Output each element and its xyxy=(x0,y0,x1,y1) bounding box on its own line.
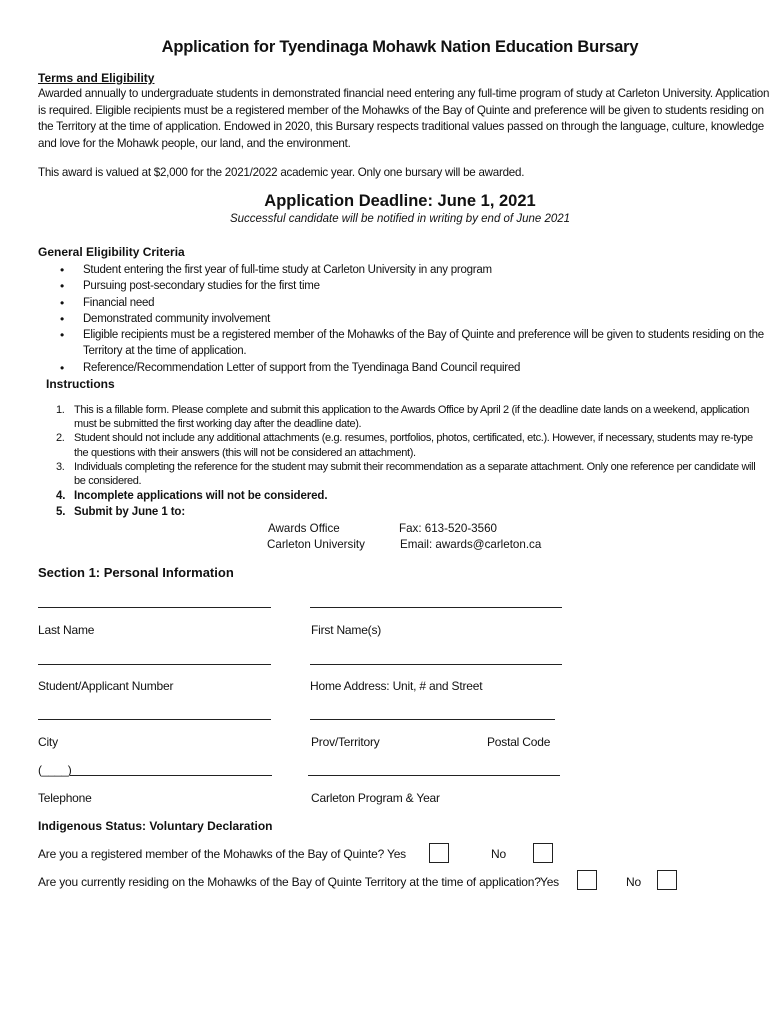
list-item: • Demonstrated community involvement xyxy=(60,311,770,327)
list-item: 5. Submit by June 1 to: xyxy=(56,506,186,519)
home-address-label: Home Address: Unit, # and Street xyxy=(310,679,483,693)
registered-yes-checkbox[interactable] xyxy=(429,843,449,863)
program-label: Carleton Program & Year xyxy=(311,791,440,805)
list-item: 3. Individuals completing the reference for the student may submit their recommendation as a separate attachment. Only one reference per candidate will be considered. xyxy=(56,460,756,488)
list-item: • Student entering the first year of full-time study at Carleton University in any program xyxy=(60,262,770,278)
indigenous-heading: Indigenous Status: Voluntary Declaration xyxy=(38,819,273,833)
terms-line: and love for the Mohawk people, our land, and the environment. xyxy=(38,136,351,150)
prov-label: Prov/Territory xyxy=(311,735,380,749)
deadline-heading: Application Deadline: June 1, 2021 xyxy=(264,192,536,210)
last-name-field[interactable] xyxy=(38,607,271,608)
criteria-heading: General Eligibility Criteria xyxy=(38,245,185,259)
telephone-field[interactable] xyxy=(70,775,272,776)
student-number-field[interactable] xyxy=(38,664,271,665)
list-item: 4. Incomplete applications will not be considered. xyxy=(56,490,328,503)
awards-office: Awards Office xyxy=(268,522,340,535)
terms-line: is required. Eligible recipients must be a registered member of the Mohawks of the Bay of Quinte and preference will be given to students residing on xyxy=(38,103,764,117)
question-residing: Are you currently residing on the Mohawks of the Bay of Quinte Territory at the time of application? xyxy=(38,875,541,889)
city-label: City xyxy=(38,735,58,749)
contact-email: Email: awards@carleton.ca xyxy=(400,538,542,551)
form-title: Application for Tyendinaga Mohawk Nation Education Bursary xyxy=(161,38,639,56)
program-field[interactable] xyxy=(308,775,560,776)
notification-note: Successful candidate will be notified in writing by end of June 2021 xyxy=(229,213,571,225)
terms-heading: Terms and Eligibility xyxy=(38,71,155,85)
criteria-list xyxy=(60,262,770,376)
city-field[interactable] xyxy=(38,719,271,720)
registered-no-checkbox[interactable] xyxy=(533,843,553,863)
telephone-label: Telephone xyxy=(38,791,92,805)
yes-label: Yes xyxy=(540,875,559,889)
postal-code-label: Postal Code xyxy=(487,735,551,749)
list-item: • Reference/Recommendation Letter of support from the Tyendinaga Band Council required xyxy=(60,360,770,376)
instructions-list xyxy=(56,403,756,520)
student-number-label: Student/Applicant Number xyxy=(38,679,174,693)
first-name-field[interactable] xyxy=(310,607,562,608)
list-item: • Eligible recipients must be a registered member of the Mohawks of the Bay of Quinte and preference will be given to students residing on the Territory at the time of application. xyxy=(60,327,770,360)
terms-line: the Territory at the time of application. Endowed in 2020, this Bursary respects traditional values passed on through the language, culture, knowledge xyxy=(38,120,764,133)
question-registered-member: Are you a registered member of the Mohawks of the Bay of Quinte? xyxy=(38,847,385,861)
award-value-note: This award is valued at $2,000 for the 2021/2022 academic year. Only one bursary will be awarded. xyxy=(38,166,525,179)
last-name-label: Last Name xyxy=(38,623,95,637)
home-address-field[interactable] xyxy=(310,664,562,665)
phone-area-code: (____) xyxy=(38,763,72,777)
list-item: • Financial need xyxy=(60,295,770,311)
residing-no-checkbox[interactable] xyxy=(657,870,677,890)
yes-label: Yes xyxy=(387,847,406,861)
terms-paragraph xyxy=(38,86,770,152)
no-label: No xyxy=(491,847,506,861)
section1-heading: Section 1: Personal Information xyxy=(38,565,234,580)
prov-postal-field[interactable] xyxy=(310,719,555,720)
terms-line: Awarded annually to undergraduate students in demonstrated financial need entering any full-time program of study at Carleton University. Application xyxy=(38,87,770,100)
list-item: 2. Student should not include any additional attachments (e.g. resumes, portfolios, photos, certificated, etc.). However, if necessary, students may re-type the questions with their answers (this will not be considered an attachment). xyxy=(56,432,753,459)
list-item: 1. This is a fillable form. Please complete and submit this application to the Awards Office by April 2 (if the deadline date lands on a weekend, application must be submitted the first working day after the deadline date). xyxy=(56,404,750,431)
residing-yes-checkbox[interactable] xyxy=(577,870,597,890)
fax-number: Fax: 613-520-3560 xyxy=(399,522,497,535)
first-name-label: First Name(s) xyxy=(311,623,382,637)
list-item: • Pursuing post-secondary studies for the first time xyxy=(60,278,770,294)
instructions-heading: Instructions xyxy=(46,377,115,391)
no-label: No xyxy=(626,875,641,889)
university-name: Carleton University xyxy=(267,538,365,551)
